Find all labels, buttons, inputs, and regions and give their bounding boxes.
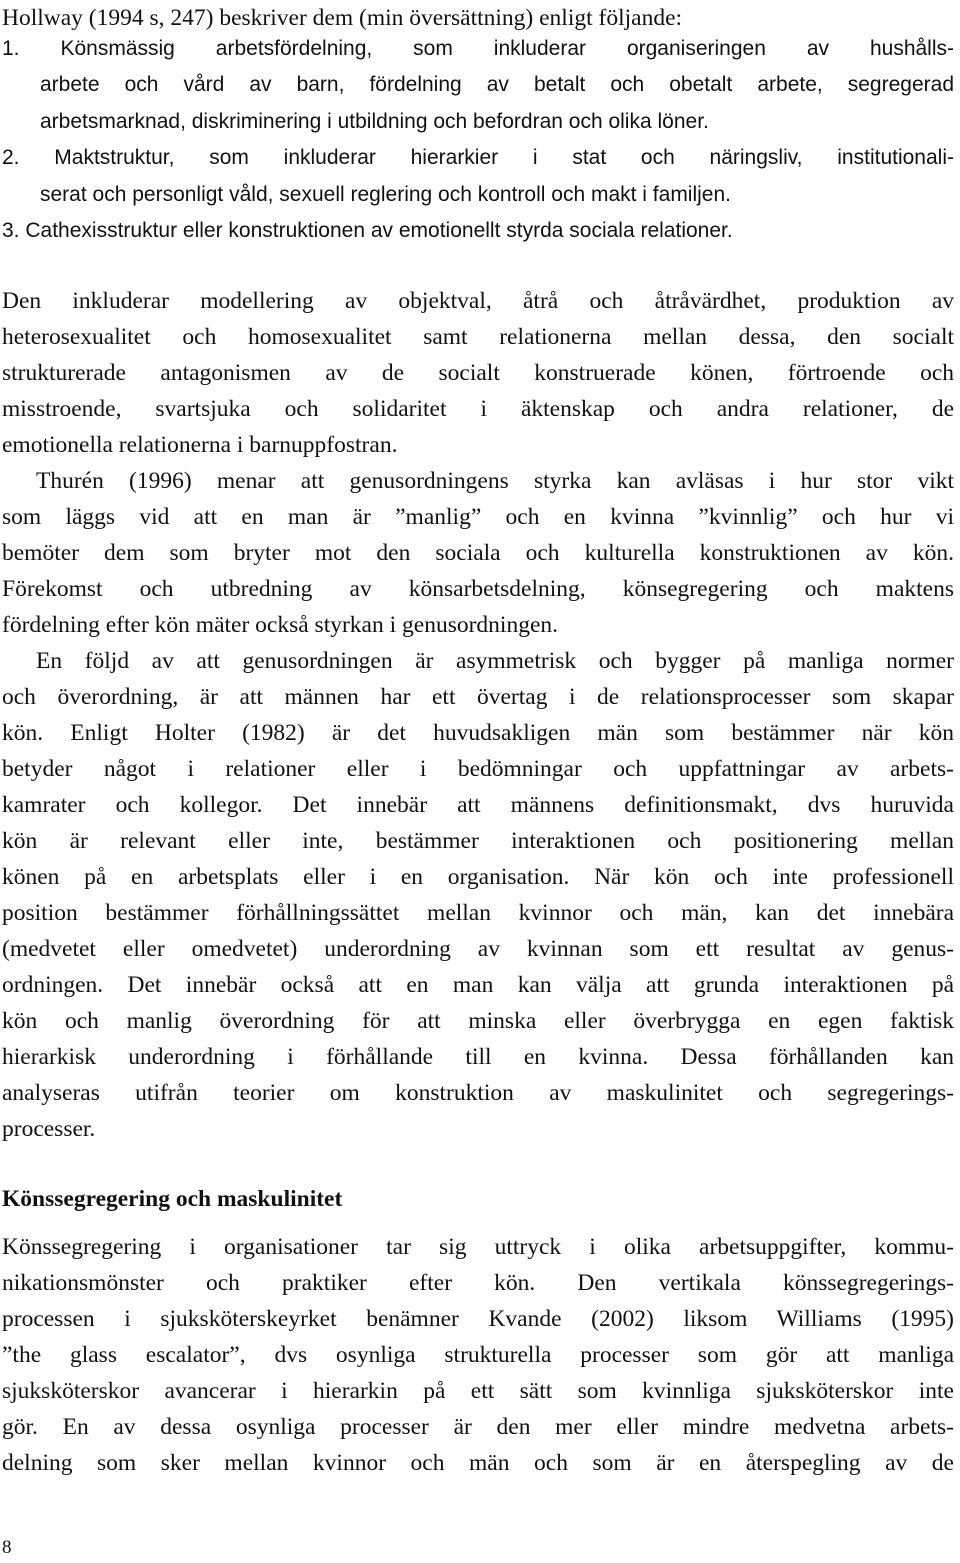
paragraph-3-line-6: kön är relevant eller inte, bestämmer interaktionen och positionering mellan [2, 828, 954, 854]
paragraph-3-line-8: position bestämmer förhållningssättet mellan kvinnor och män, kan det innebära [2, 900, 954, 926]
paragraph-3-line-11: kön och manlig överordning för att minska eller överbrygga en egen faktisk [2, 1008, 954, 1034]
paragraph-1-line-5: emotionella relationerna i barnuppfostran. [2, 432, 398, 458]
list-number: 2. [2, 146, 20, 169]
paragraph-3-line-14: processer. [2, 1116, 96, 1142]
section-line-5: sjuksköterskor avancerar i hierarkin på ett sätt som kvinnliga sjuksköterskor inte [2, 1378, 954, 1404]
paragraph-3-line-7: könen på en arbetsplats eller i en organisation. När kön och inte professionell [2, 864, 954, 890]
paragraph-1-line-2: heterosexualitet och homosexualitet samt relationerna mellan dessa, den socialt [2, 324, 954, 350]
paragraph-3-line-4: betyder något i relationer eller i bedömningar och uppfattningar av arbets- [2, 756, 954, 782]
section-heading: Könssegregering och maskulinitet [2, 1186, 343, 1212]
paragraph-3-line-5: kamrater och kollegor. Det innebär att männens definitionsmakt, dvs huruvida [2, 792, 954, 818]
paragraph-2-line-2: som läggs vid att en man är ”manlig” och en kvinna ”kvinnlig” och hur vi [2, 504, 954, 530]
paragraph-3-line-13: analyseras utifrån teorier om konstruktion av maskulinitet och segregerings- [2, 1080, 954, 1106]
list-item-2-line-1: 2. Maktstruktur, som inkluderar hierarkier i stat och näringsliv, institutionali- [2, 146, 954, 169]
list-item-3-line-1: 3. Cathexisstruktur eller konstruktionen av emotionellt styrda sociala relationer. [2, 219, 733, 242]
paragraph-2-line-4: Förekomst och utbredning av könsarbetsdelning, könsegregering och maktens [2, 576, 954, 602]
list-item-2-line-2: serat och personligt våld, sexuell reglering och kontroll och makt i familjen. [40, 183, 732, 206]
paragraph-3-line-1: En följd av att genusordningen är asymmetrisk och bygger på manliga normer [36, 648, 954, 674]
section-line-6: gör. En av dessa osynliga processer är den mer eller mindre medvetna arbets- [2, 1414, 954, 1440]
section-line-4: ”the glass escalator”, dvs osynliga strukturella processer som gör att manliga [2, 1342, 954, 1368]
paragraph-3-line-2: och överordning, är att männen har ett övertag i de relationsprocesser som skapar [2, 684, 954, 710]
paragraph-3-line-9: (medvetet eller omedvetet) underordning av kvinnan som ett resultat av genus- [2, 936, 954, 962]
page-number: 8 [2, 1537, 12, 1558]
intro-text: Hollway (1994 s, 247) beskriver dem (min översättning) enligt följande: [2, 5, 683, 31]
paragraph-1-line-3: strukturerade antagonismen av de socialt konstruerade könen, förtroende och [2, 360, 954, 386]
paragraph-2-line-5: fördelning efter kön mäter också styrkan i genusordningen. [2, 612, 559, 638]
list-item-1-line-2: arbete och vård av barn, fördelning av betalt och obetalt arbete, segregerad [40, 73, 954, 96]
paragraph-3-line-12: hierarkisk underordning i förhållande till en kvinna. Dessa förhållanden kan [2, 1044, 954, 1070]
paragraph-2-line-3: bemöter dem som bryter mot den sociala och kulturella konstruktionen av kön. [2, 540, 954, 566]
list-item-1-line-3: arbetsmarknad, diskriminering i utbildning och befordran och olika löner. [40, 110, 709, 133]
section-line-2: nikationsmönster och praktiker efter kön. Den vertikala könssegregerings- [2, 1270, 954, 1296]
list-number: 1. [2, 37, 20, 60]
paragraph-1-line-4: misstroende, svartsjuka och solidaritet i äktenskap och andra relationer, de [2, 396, 954, 422]
section-line-3: processen i sjuksköterskeyrket benämner Kvande (2002) liksom Williams (1995) [2, 1306, 954, 1332]
paragraph-3-line-3: kön. Enligt Holter (1982) är det huvudsakligen män som bestämmer när kön [2, 720, 954, 746]
paragraph-3-line-10: ordningen. Det innebär också att en man kan välja att grunda interaktionen på [2, 972, 954, 998]
list-item-1-line-1: 1. Könsmässig arbetsfördelning, som inkluderar organiseringen av hushålls- [2, 37, 954, 60]
section-line-7: delning som sker mellan kvinnor och män och som är en återspegling av de [2, 1450, 954, 1476]
list-number: 3. [2, 219, 20, 242]
paragraph-1-line-1: Den inkluderar modellering av objektval, åtrå och åtråvärdhet, produktion av [2, 288, 954, 314]
paragraph-2-line-1: Thurén (1996) menar att genusordningens styrka kan avläsas i hur stor vikt [36, 468, 954, 494]
section-line-1: Könssegregering i organisationer tar sig uttryck i olika arbetsuppgifter, kommu- [2, 1234, 954, 1260]
